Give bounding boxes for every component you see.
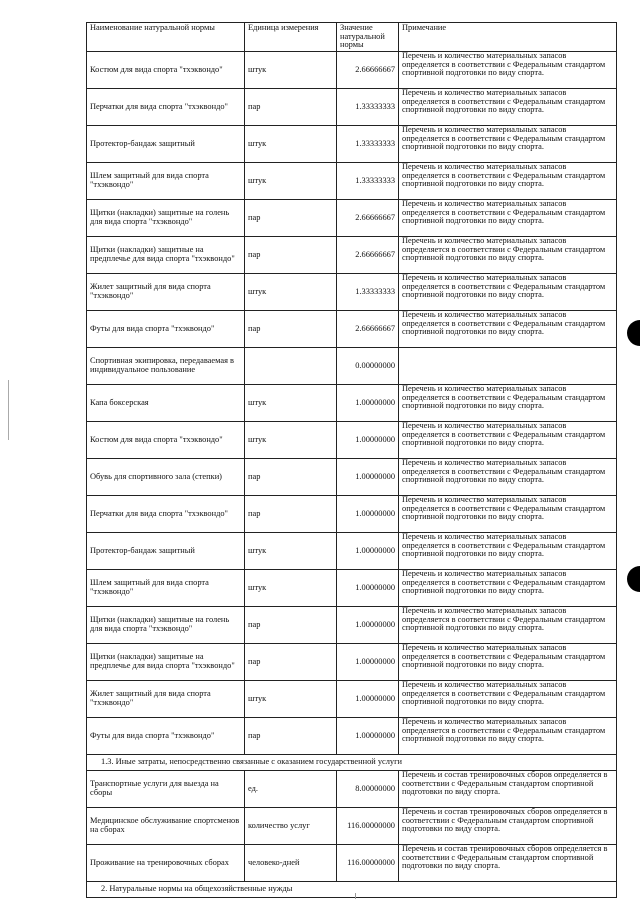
value-cell: 116.00000000 [337,845,399,882]
unit-cell: пар [245,459,337,496]
value-cell: 1.00000000 [337,496,399,533]
norm-name-cell: Жилет защитный для вида спорта "тхэквондо" [87,681,245,718]
unit-cell: штук [245,533,337,570]
norm-name-cell: Костюм для вида спорта "тхэквондо" [87,422,245,459]
scan-edge-line [8,380,9,440]
note-cell: Перечень и количество материальных запасов определяется в соответствии с Федеральным стандартом спортивной подготовки по виду спорта. [399,570,617,607]
note-cell: Перечень и количество материальных запасов определяется в соответствии с Федеральным стандартом спортивной подготовки по виду спорта. [399,718,617,755]
unit-cell: пар [245,200,337,237]
value-cell: 2.66666667 [337,237,399,274]
norm-name-cell: Шлем защитный для вида спорта "тхэквондо" [87,570,245,607]
section-heading-label: 1.3. Иные затраты, непосредственно связанные с оказанием государственной услуги [87,755,617,771]
table-row [87,570,617,607]
norm-name-cell: Проживание на тренировочных сборах [87,845,245,882]
value-cell: 8.00000000 [337,771,399,808]
table-row [87,126,617,163]
table-row [87,52,617,89]
note-cell: Перечень и состав тренировочных сборов определяется в соответствии с Федеральным стандартом спортивной подготовки по виду спорта. [399,771,617,808]
value-cell: 1.00000000 [337,681,399,718]
value-cell: 0.00000000 [337,348,399,385]
unit-cell: пар [245,89,337,126]
unit-cell: пар [245,496,337,533]
unit-cell: человеко-дней [245,845,337,882]
section-heading [87,882,617,898]
note-cell [399,348,617,385]
unit-cell: пар [245,644,337,681]
note-cell: Перечень и состав тренировочных сборов определяется в соответствии с Федеральным стандартом спортивной подготовки по виду спорта. [399,808,617,845]
table-row [87,385,617,422]
value-cell: 116.00000000 [337,808,399,845]
table-row [87,422,617,459]
unit-cell: штук [245,126,337,163]
norm-name-cell: Жилет защитный для вида спорта "тхэквондо" [87,274,245,311]
note-cell: Перечень и количество материальных запасов определяется в соответствии с Федеральным стандартом спортивной подготовки по виду спорта. [399,89,617,126]
unit-cell: штук [245,52,337,89]
norm-name-cell: Костюм для вида спорта "тхэквондо" [87,52,245,89]
note-cell: Перечень и количество материальных запасов определяется в соответствии с Федеральным стандартом спортивной подготовки по виду спорта. [399,681,617,718]
punch-hole-mark [627,320,640,346]
section-heading [87,755,617,771]
unit-cell: штук [245,385,337,422]
note-cell: Перечень и количество материальных запасов определяется в соответствии с Федеральным стандартом спортивной подготовки по виду спорта. [399,607,617,644]
note-cell: Перечень и количество материальных запасов определяется в соответствии с Федеральным стандартом спортивной подготовки по виду спорта. [399,644,617,681]
header-note: Примечание [399,23,617,52]
norm-name-cell: Футы для вида спорта "тхэквондо" [87,311,245,348]
unit-cell: пар [245,607,337,644]
table-row [87,771,617,808]
norm-name-cell: Футы для вида спорта "тхэквондо" [87,718,245,755]
note-cell: Перечень и количество материальных запасов определяется в соответствии с Федеральным стандартом спортивной подготовки по виду спорта. [399,126,617,163]
section-heading-label: 2. Натуральные нормы на общехозяйственные нужды [87,882,617,898]
note-cell: Перечень и количество материальных запасов определяется в соответствии с Федеральным стандартом спортивной подготовки по виду спорта. [399,533,617,570]
table-row [87,274,617,311]
norms-table [86,22,617,898]
punch-hole-mark [627,566,640,592]
value-cell: 1.00000000 [337,459,399,496]
unit-cell [245,348,337,385]
table-row [87,200,617,237]
note-cell: Перечень и количество материальных запасов определяется в соответствии с Федеральным стандартом спортивной подготовки по виду спорта. [399,459,617,496]
value-cell: 1.33333333 [337,126,399,163]
unit-cell: ед. [245,771,337,808]
table-header-row [87,23,617,52]
unit-cell: штук [245,570,337,607]
value-cell: 1.33333333 [337,89,399,126]
table-row [87,163,617,200]
norm-name-cell: Щитки (накладки) защитные на предплечье для вида спорта "тхэквондо" [87,237,245,274]
norm-name-cell: Обувь для спортивного зала (степки) [87,459,245,496]
unit-cell: штук [245,163,337,200]
norm-name-cell: Спортивная экипировка, передаваемая в индивидуальное пользование [87,348,245,385]
note-cell: Перечень и состав тренировочных сборов определяется в соответствии с Федеральным стандартом спортивной подготовки по виду спорта. [399,845,617,882]
norm-name-cell: Перчатки для вида спорта "тхэквондо" [87,89,245,126]
table-row [87,89,617,126]
norm-name-cell: Капа боксерская [87,385,245,422]
header-name: Наименование натуральной нормы [87,23,245,52]
table-row [87,459,617,496]
scan-edge-line [355,893,356,899]
value-cell: 1.00000000 [337,718,399,755]
table-row [87,681,617,718]
norm-name-cell: Шлем защитный для вида спорта "тхэквондо" [87,163,245,200]
norm-name-cell: Щитки (накладки) защитные на голень для вида спорта "тхэквондо" [87,200,245,237]
unit-cell: пар [245,237,337,274]
value-cell: 2.66666667 [337,200,399,237]
table-row [87,533,617,570]
norm-name-cell: Транспортные услуги для выезда на сборы [87,771,245,808]
unit-cell: штук [245,422,337,459]
value-cell: 1.00000000 [337,607,399,644]
value-cell: 1.33333333 [337,163,399,200]
table-row [87,808,617,845]
value-cell: 1.00000000 [337,570,399,607]
value-cell: 1.33333333 [337,274,399,311]
norm-name-cell: Перчатки для вида спорта "тхэквондо" [87,496,245,533]
note-cell: Перечень и количество материальных запасов определяется в соответствии с Федеральным стандартом спортивной подготовки по виду спорта. [399,311,617,348]
value-cell: 1.00000000 [337,533,399,570]
norm-name-cell: Протектор-бандаж защитный [87,533,245,570]
norm-name-cell: Протектор-бандаж защитный [87,126,245,163]
unit-cell: штук [245,681,337,718]
header-value: Значение натуральной нормы [337,23,399,52]
norm-name-cell: Медицинское обслуживание спортсменов на сборах [87,808,245,845]
table-row [87,718,617,755]
value-cell: 2.66666667 [337,311,399,348]
value-cell: 1.00000000 [337,644,399,681]
note-cell: Перечень и количество материальных запасов определяется в соответствии с Федеральным стандартом спортивной подготовки по виду спорта. [399,385,617,422]
note-cell: Перечень и количество материальных запасов определяется в соответствии с Федеральным стандартом спортивной подготовки по виду спорта. [399,422,617,459]
table-row [87,311,617,348]
unit-cell: штук [245,274,337,311]
table-row [87,348,617,385]
note-cell: Перечень и количество материальных запасов определяется в соответствии с Федеральным стандартом спортивной подготовки по виду спорта. [399,200,617,237]
note-cell: Перечень и количество материальных запасов определяется в соответствии с Федеральным стандартом спортивной подготовки по виду спорта. [399,237,617,274]
unit-cell: пар [245,718,337,755]
table-row [87,644,617,681]
unit-cell: пар [245,311,337,348]
header-unit: Единица измерения [245,23,337,52]
note-cell: Перечень и количество материальных запасов определяется в соответствии с Федеральным стандартом спортивной подготовки по виду спорта. [399,52,617,89]
norm-name-cell: Щитки (накладки) защитные на предплечье для вида спорта "тхэквондо" [87,644,245,681]
note-cell: Перечень и количество материальных запасов определяется в соответствии с Федеральным стандартом спортивной подготовки по виду спорта. [399,496,617,533]
table-row [87,607,617,644]
norm-name-cell: Щитки (накладки) защитные на голень для вида спорта "тхэквондо" [87,607,245,644]
value-cell: 1.00000000 [337,385,399,422]
note-cell: Перечень и количество материальных запасов определяется в соответствии с Федеральным стандартом спортивной подготовки по виду спорта. [399,163,617,200]
unit-cell: количество услуг [245,808,337,845]
value-cell: 2.66666667 [337,52,399,89]
note-cell: Перечень и количество материальных запасов определяется в соответствии с Федеральным стандартом спортивной подготовки по виду спорта. [399,274,617,311]
table-row [87,496,617,533]
table-row [87,237,617,274]
value-cell: 1.00000000 [337,422,399,459]
table-row [87,845,617,882]
